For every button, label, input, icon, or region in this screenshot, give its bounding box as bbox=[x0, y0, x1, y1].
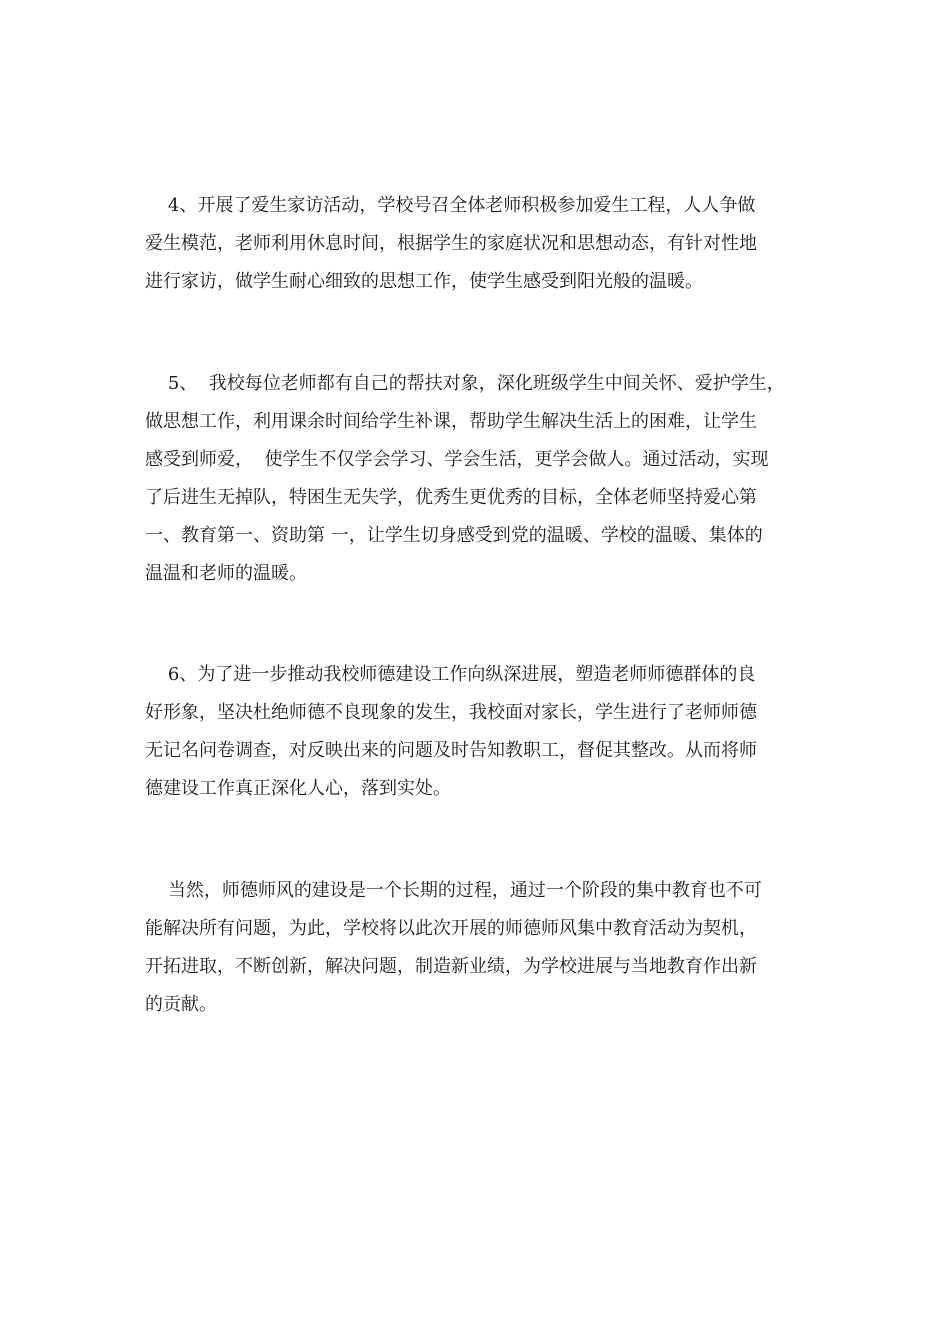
paragraph-4-line-3: 进行家访，做学生耐心细致的思想工作，使学生感受到阳光般的温暖。 bbox=[145, 271, 703, 292]
paragraph-5-line-5: 一、教育第一、资助第 一，让学生切身感受到党的温暖、学校的温暖、集体的 bbox=[145, 525, 763, 546]
paragraph-6-line-3: 无记名问卷调查，对反映出来的问题及时告知教职工，督促其整改。从而将师 bbox=[145, 740, 757, 761]
closing-paragraph-line-4: 的贡献。 bbox=[145, 994, 217, 1015]
paragraph-5-line-1: 5、 我校每位老师都有自己的帮扶对象，深化班级学生中间关怀、爱护学生， bbox=[145, 373, 785, 394]
paragraph-5-line-6: 温温和老师的温暖。 bbox=[145, 563, 307, 584]
closing-paragraph-line-2: 能解决所有问题，为此，学校将以此次开展的师德师风集中教育活动为契机， bbox=[145, 918, 757, 939]
closing-paragraph-line-1: 当然，师德师风的建设是一个长期的过程，通过一个阶段的集中教育也不可 bbox=[145, 880, 762, 901]
paragraph-4-line-1: 4、开展了爱生家访活动，学校号召全体老师积极参加爱生工程，人人争做 bbox=[145, 195, 756, 216]
paragraph-5-line-4: 了后进生无掉队，特困生无失学，优秀生更优秀的目标，全体老师坚持爱心第 bbox=[145, 487, 757, 508]
paragraph-6-line-2: 好形象，坚决杜绝师德不良现象的发生，我校面对家长，学生进行了老师师德 bbox=[145, 702, 757, 723]
paragraph-6-line-1: 6、为了进一步推动我校师德建设工作向纵深进展，塑造老师师德群体的良 bbox=[145, 664, 756, 685]
paragraph-5-line-3: 感受到师爱， 使学生不仅学会学习、学会生活，更学会做人。通过活动，实现 bbox=[145, 449, 769, 470]
paragraph-5-line-2: 做思想工作，利用课余时间给学生补课，帮助学生解决生活上的困难，让学生 bbox=[145, 411, 757, 432]
paragraph-6-line-4: 德建设工作真正深化人心，落到实处。 bbox=[145, 778, 451, 799]
paragraph-4-line-2: 爱生模范，老师利用休息时间，根据学生的家庭状况和思想动态，有针对性地 bbox=[145, 233, 757, 254]
closing-paragraph-line-3: 开拓进取，不断创新，解决问题，制造新业绩，为学校进展与当地教育作出新 bbox=[145, 956, 757, 977]
